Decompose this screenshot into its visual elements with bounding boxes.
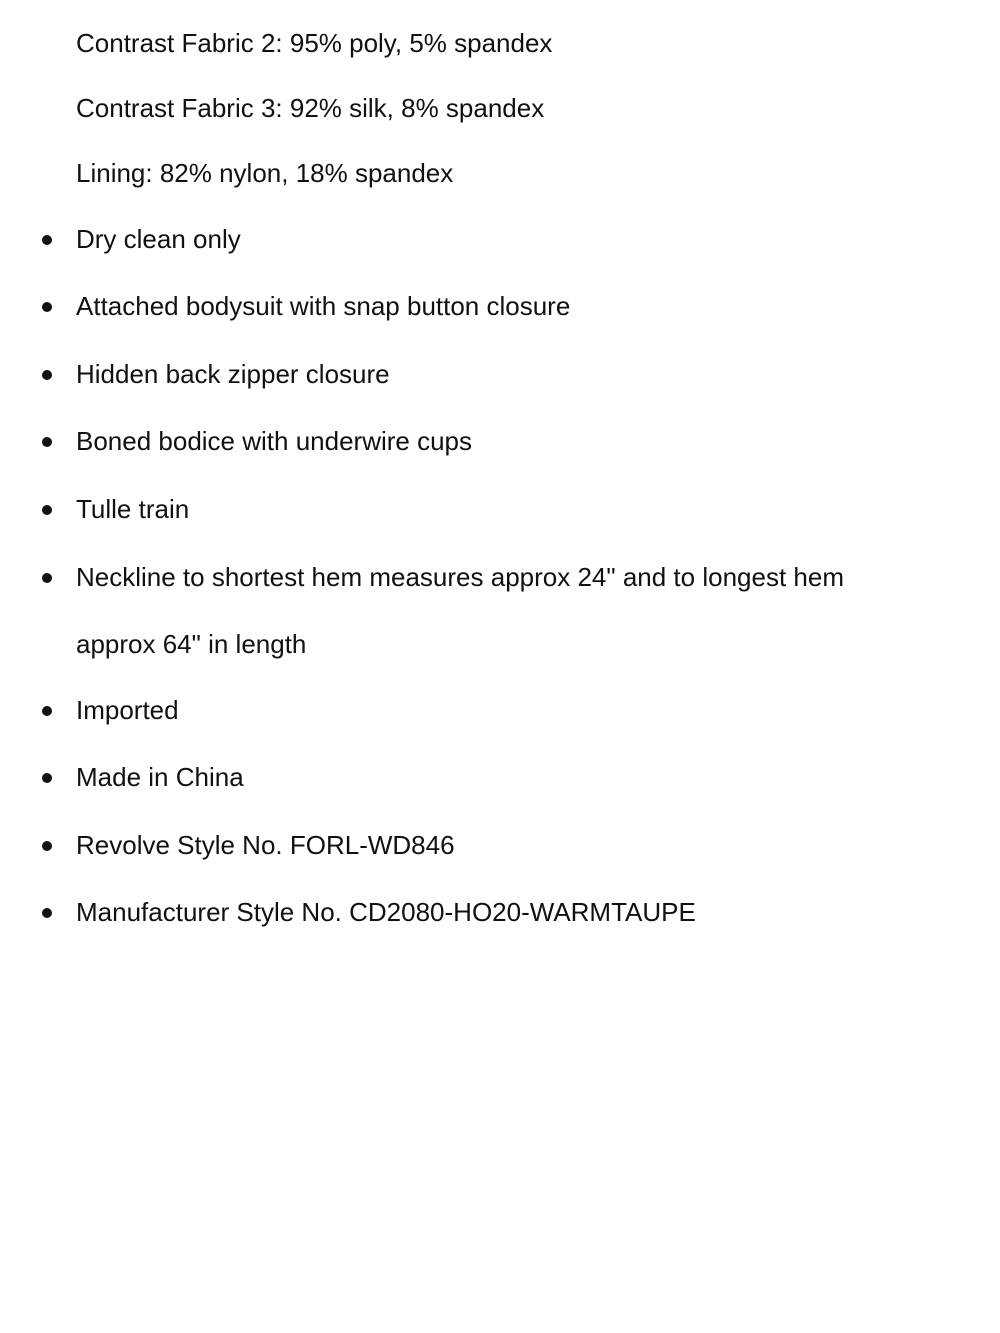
- bullet-marker: [42, 370, 52, 380]
- list-item-text: Dry clean only: [76, 224, 241, 254]
- bullet-marker: [42, 235, 52, 245]
- bullet-marker: [42, 505, 52, 515]
- bullet-marker: [42, 841, 52, 851]
- list-item-text: Manufacturer Style No. CD2080-HO20-WARMTAUPE: [76, 897, 696, 927]
- bullet-marker: [42, 437, 52, 447]
- fabric-detail-line: Contrast Fabric 2: 95% poly, 5% spandex: [76, 28, 553, 58]
- list-item-text: Hidden back zipper closure: [76, 359, 390, 389]
- bullet-marker: [42, 908, 52, 918]
- list-item-text: Tulle train: [76, 494, 190, 524]
- bullet-marker: [42, 573, 52, 583]
- bullet-marker: [42, 706, 52, 716]
- list-item-text: Attached bodysuit with snap button closure: [76, 291, 571, 321]
- fabric-detail-line: Contrast Fabric 3: 92% silk, 8% spandex: [76, 93, 545, 123]
- list-item-text: Boned bodice with underwire cups: [76, 426, 473, 456]
- list-item-text-continuation: approx 64" in length: [76, 629, 307, 659]
- list-item-text: Imported: [76, 695, 179, 725]
- list-item-text: Revolve Style No. FORL-WD846: [76, 830, 455, 860]
- list-item-text: Made in China: [76, 762, 244, 792]
- list-item-text: Neckline to shortest hem measures approx 24" and to longest hem: [76, 562, 844, 592]
- bullet-marker: [42, 773, 52, 783]
- bullet-marker: [42, 302, 52, 312]
- fabric-detail-line: Lining: 82% nylon, 18% spandex: [76, 158, 454, 188]
